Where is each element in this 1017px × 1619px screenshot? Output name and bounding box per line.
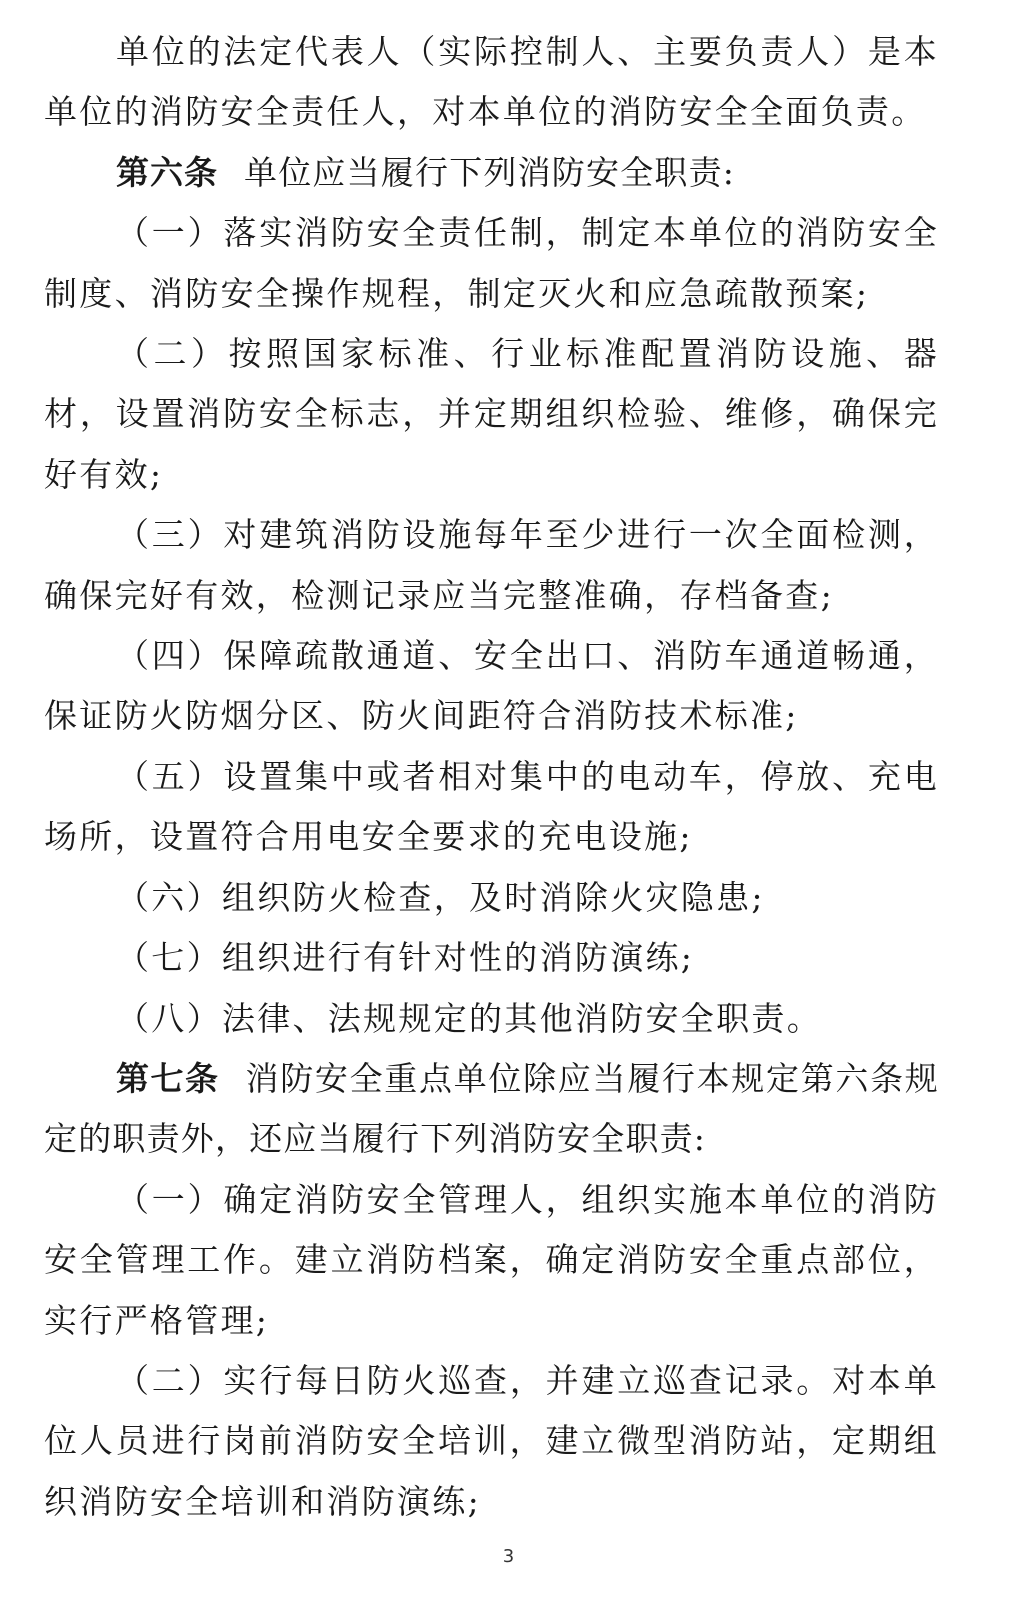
article-6-item-7 <box>44 928 939 988</box>
article-7-item-1 <box>44 1170 939 1351</box>
paragraph-text: （五）设置集中或者相对集中的电动车，停放、充电场所，设置符合用电安全要求的充电设施; <box>44 756 939 857</box>
article-6-item-8 <box>44 989 939 1049</box>
article-7-text: 消防安全重点单位除应当履行本规定第六条规定的职责外，还应当履行下列消防安全职责: <box>44 1058 939 1159</box>
paragraph-text: （二）实行每日防火巡查，并建立巡查记录。对本单位人员进行岗前消防安全培训，建立微型消防站，定期组织消防安全培训和消防演练; <box>44 1360 939 1521</box>
article-7-label: 第七条 <box>116 1058 220 1098</box>
article-6-heading-paragraph <box>44 143 939 203</box>
paragraph-text: （八）法律、法规规定的其他消防安全职责。 <box>116 998 822 1038</box>
article-7-heading-paragraph <box>44 1049 939 1170</box>
paragraph-text: 单位的法定代表人（实际控制人、主要负责人）是本单位的消防安全责任人，对本单位的消防安全全面负责。 <box>44 32 939 132</box>
article-6-item-2 <box>44 324 939 505</box>
paragraph-text: （七）组织进行有针对性的消防演练; <box>116 938 695 978</box>
article-6-item-6 <box>44 868 939 928</box>
paragraph-text: （四）保障疏散通道、安全出口、消防车通道畅通，保证防火防烟分区、防火间距符合消防技术标准; <box>44 636 939 736</box>
paragraph-text: （二）按照国家标准、行业标准配置消防设施、器材，设置消防安全标志，并定期组织检验、维修，确保完好有效; <box>44 334 939 494</box>
page-number: 3 <box>502 1546 515 1567</box>
document-body <box>44 22 939 1532</box>
paragraph-text: （一）落实消防安全责任制，制定本单位的消防安全制度、消防安全操作规程，制定灭火和应急疏散预案; <box>44 213 939 313</box>
article-6-item-1 <box>44 203 939 324</box>
article-6-item-3 <box>44 505 939 626</box>
article-6-label: 第六条 <box>116 152 218 192</box>
article-6-item-5 <box>44 747 939 868</box>
paragraph-text: （三）对建筑消防设施每年至少进行一次全面检测，确保完好有效，检测记录应当完整准确，存档备查; <box>44 515 939 615</box>
paragraph-text: （六）组织防火检查，及时消除火灾隐患; <box>116 877 765 917</box>
article-6-item-4 <box>44 626 939 747</box>
paragraph-text: （一）确定消防安全管理人，组织实施本单位的消防安全管理工作。建立消防档案，确定消防安全重点部位，实行严格管理; <box>44 1179 939 1340</box>
article-7-item-2 <box>44 1351 939 1532</box>
paragraph-responsible-person <box>44 22 939 143</box>
article-6-text: 单位应当履行下列消防安全职责: <box>244 152 736 192</box>
